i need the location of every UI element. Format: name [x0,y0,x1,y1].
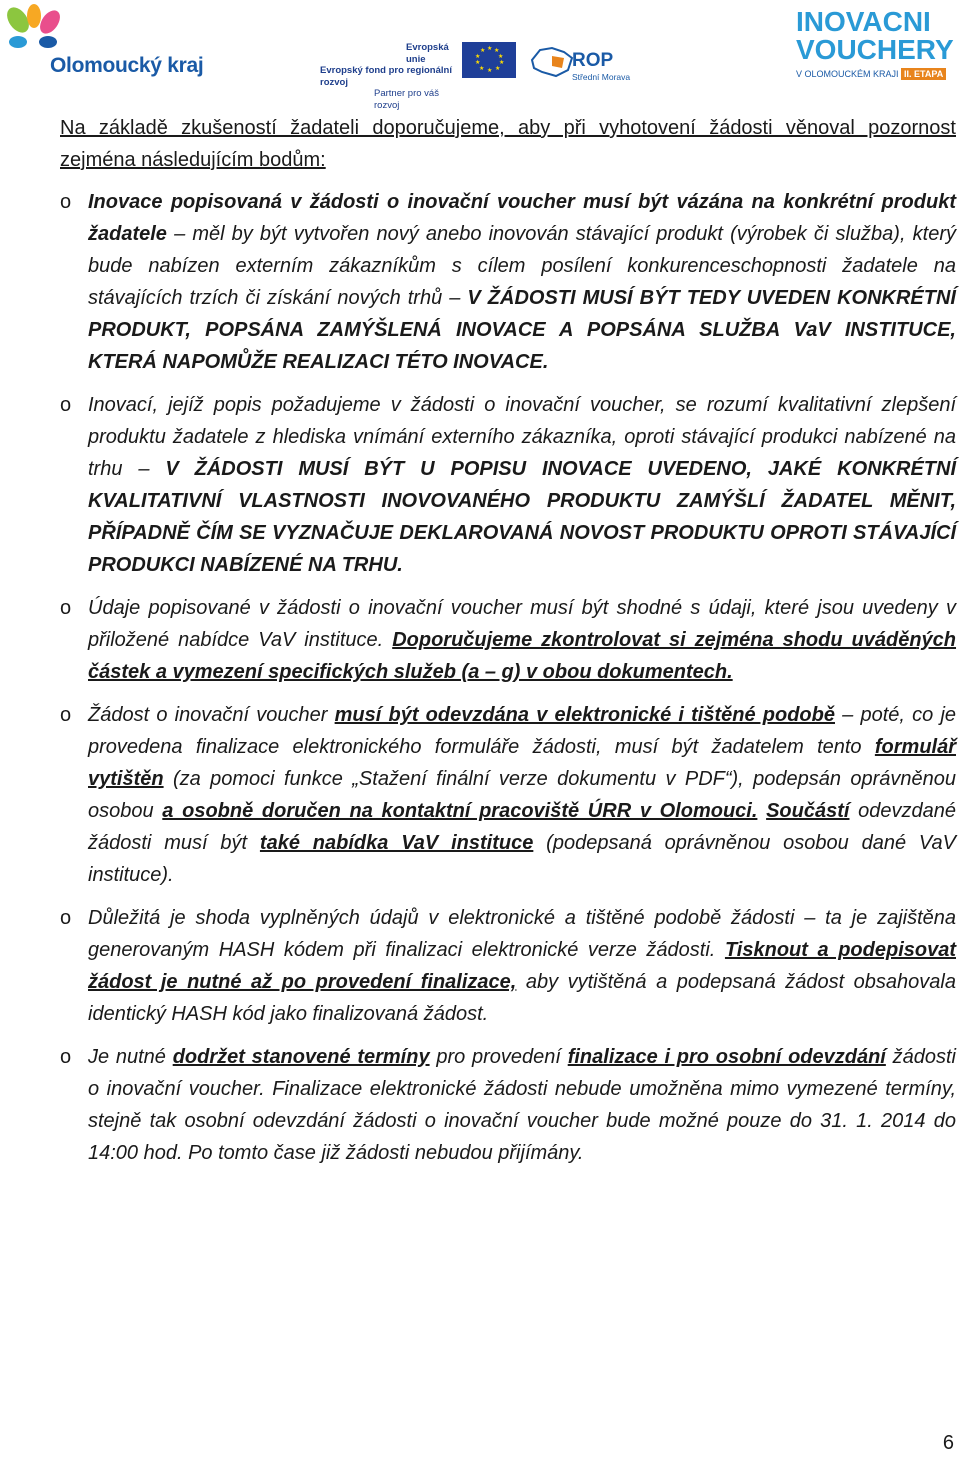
olomoucky-kraj-emblem-icon [4,4,64,56]
item-4-emphasis-4: Součástí [766,800,850,822]
voucher-logo-line-1: INOVACNI [796,6,931,37]
inovacni-vouchery-logo [786,2,956,88]
list-item [60,592,956,688]
voucher-logo-region: V OLOMOUCKÉM KRAJI [796,69,899,79]
item-6-emphasis-1: dodržet stanovené termíny [172,1046,430,1068]
page-number: 6 [942,1432,954,1454]
item-4-text-2: – poté, co je provedena finalizace elektronického formuláře žádosti, musí být žadatelem tento [88,704,957,758]
item-3-text: Údaje popisované v žádosti o inovační voucher musí být shodné s údaji, které jsou uvedeny v přiložené nabídce VaV instituce. [88,597,956,651]
item-5-text-1: Důležitá je shoda vyplněných údajů v elektronické a tištěné podobě žádosti – ta je zajištěna generovaným HASH kódem při finalizaci elektronické verze žádosti. [88,907,956,961]
bullet-marker: o [60,1046,72,1068]
item-6-emphasis-2: finalizace i pro osobní odevzdání [567,1046,886,1068]
voucher-logo-line-3 [796,68,946,80]
rop-subtitle: Střední Morava [572,72,631,82]
svg-text:★: ★ [475,59,481,66]
eu-logo [320,40,520,111]
svg-text:★: ★ [480,47,486,54]
svg-text:★: ★ [495,65,501,72]
voucher-logo-badge: II. ETAPA [901,68,946,80]
bullet-marker: o [60,704,72,726]
item-1-bold: Inovace popisovaná v žádosti o inovační voucher musí být vázána na konkrétní produkt žadatele [88,191,956,245]
item-3-emphasis: Doporučujeme zkontrolovat si zejména shodu uváděných částek a vymezení specifických služeb (a – g) v obou dokumentech. [88,629,957,683]
list-item [60,1041,956,1169]
item-4-text-3: (za pomoci funkce „Stažení finální verze dokumentu v PDF“), podepsán oprávněnou osobou [88,768,956,822]
svg-text:★: ★ [479,65,485,72]
item-4-text-5: odevzdané žádosti musí být [88,800,956,854]
svg-text:★: ★ [499,59,505,66]
item-5-emphasis: Tisknout a podepisovat žádost je nutné až po provedení finalizace, [88,939,956,993]
eu-line-2: Evropský fond pro regionální rozvoj [320,65,452,88]
list-item [60,186,956,378]
page-header [0,0,960,111]
item-2-text: Inovací, jejíž popis požadujeme v žádosti o inovační voucher, se rozumí kvalitativní zlepšení produktu žadatele z hlediska vnímání externího zákazníka, oproti stávající produkci nabízené na trhu – [88,394,956,480]
item-4-text-1: Žádost o inovační voucher [88,704,335,726]
recommendation-list [60,186,956,1169]
svg-text:★: ★ [487,45,493,52]
eu-text [320,42,458,111]
list-item [60,389,956,581]
item-6-text-1: Je nutné [88,1046,173,1068]
list-item [60,699,956,891]
item-1-text: – měl by být vytvořen nový anebo inovován stávající produkt (výrobek či služba), který bude nabízen externím zákazníkům s cílem posílení konkurenceschopnosti žadatele na stávajících trzích či získání nových trhů – [88,223,956,309]
svg-text:★: ★ [475,53,481,60]
item-6-text-3: žádosti o inovační voucher. Finalizace elektronické žádosti nebude umožněna mimo vymezené termíny, stejně tak osobní odevzdání žádosti o inovační voucher bude možné pouze do 31. 1. 2014 do 14:00 hod. Po tomto čase již žádosti nebudou přijímány. [88,1046,956,1164]
item-4-text-4 [757,800,766,822]
bullet-marker: o [60,394,72,416]
olomoucky-kraj-text: Olomoucký kraj [50,54,204,77]
item-6-text-2: pro provedení [429,1046,568,1068]
svg-text:★: ★ [494,47,500,54]
item-4-emphasis-1: musí být odevzdána v elektronické i tištěné podobě [334,704,835,726]
bullet-marker: o [60,597,72,619]
rop-logo [530,38,640,88]
item-2-caps: V ŽÁDOSTI MUSÍ BÝT U POPISU INOVACE UVEDENO, JAKÉ KONKRÉTNÍ KVALITATIVNÍ VLASTNOSTI INOVOVANÉHO PRODUKTU ZAMÝŠLÍ ŽADATEL MĚNIT, PŘÍPADNĚ ČÍM SE VYZNAČUJE DEKLAROVANÁ NOVOST PRODUKTU OPROTI STÁVAJÍCÍ PRODUKCI NABÍZENÉ NA TRHU. [88,458,957,576]
eu-line-1: Evropská unie [406,42,449,65]
svg-text:★: ★ [487,67,493,74]
bullet-marker: o [60,907,72,929]
item-4-emphasis-2: formulář vytištěn [88,736,956,790]
document-body [60,112,956,1180]
list-item [60,902,956,1030]
item-5-text-2: aby vytištěná a podepsaná žádost obsahovala identický HASH kód jako finalizovaná žádost. [88,971,956,1025]
item-4-text-6: (podepsaná oprávněnou osobou dané VaV instituce). [88,832,956,886]
rop-text: ROP [572,50,614,71]
bullet-marker: o [60,191,72,213]
voucher-logo-line-2: VOUCHERY [796,34,954,65]
item-4-emphasis-5: také nabídka VaV instituce [259,832,534,854]
olomoucky-kraj-logo [4,4,214,76]
eu-flag-icon [462,42,516,78]
svg-text:★: ★ [498,53,504,60]
eu-line-3: Partner pro váš rozvoj [374,88,439,111]
item-1-caps: V ŽÁDOSTI MUSÍ BÝT TEDY UVEDEN KONKRÉTNÍ PRODUKT, POPSÁNA ZAMÝŠLENÁ INOVACE A POPSÁNA SLUŽBA VaV INSTITUCE, KTERÁ NAPOMŮŽE REALIZACI TÉTO INOVACE. [88,287,956,373]
item-4-emphasis-3: a osobně doručen na kontaktní pracoviště ÚRR v Olomouci. [162,800,758,822]
intro-paragraph: Na základě zkušeností žadateli doporučujeme, aby při vyhotovení žádosti věnoval pozornost zejména následujícím bodům: [60,117,956,171]
czech-map-icon [530,42,574,82]
